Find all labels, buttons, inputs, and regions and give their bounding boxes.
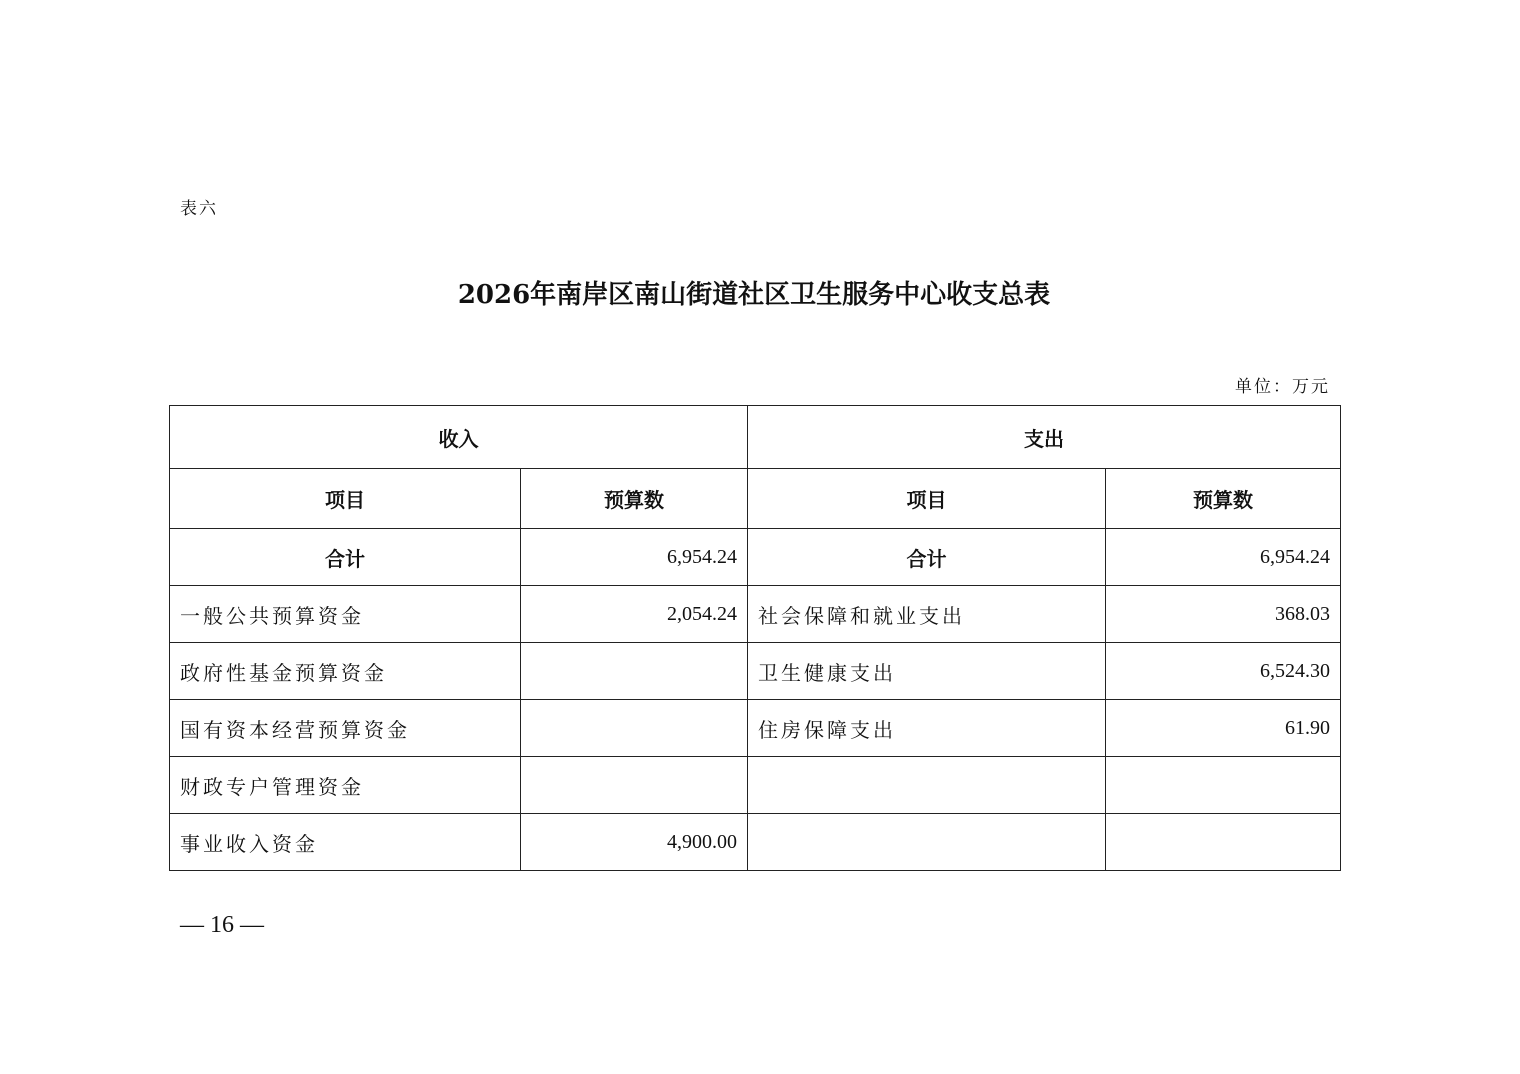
income-item-column-header: 项目 <box>170 469 521 529</box>
expense-value: 6,524.30 <box>1106 643 1341 700</box>
budget-summary-table <box>169 405 1341 871</box>
income-item: 一般公共预算资金 <box>170 586 521 643</box>
income-total-value: 6,954.24 <box>521 529 748 586</box>
unit-label: 单位：万元 <box>1235 377 1330 397</box>
table-row <box>170 586 1341 643</box>
column-header-row <box>170 469 1341 529</box>
expense-item: 住房保障支出 <box>748 700 1106 757</box>
income-value: 4,900.00 <box>521 814 748 871</box>
expense-item <box>748 757 1106 814</box>
income-item: 政府性基金预算资金 <box>170 643 521 700</box>
expense-value: 368.03 <box>1106 586 1341 643</box>
expense-value <box>1106 814 1341 871</box>
income-header: 收入 <box>170 406 748 469</box>
expense-total-value: 6,954.24 <box>1106 529 1341 586</box>
income-item: 国有资本经营预算资金 <box>170 700 521 757</box>
expense-total-label: 合计 <box>748 529 1106 586</box>
income-value <box>521 700 748 757</box>
expense-header: 支出 <box>748 406 1341 469</box>
page-title: 2026年南岸区南山街道社区卫生服务中心收支总表 <box>457 280 1051 310</box>
table-row <box>170 643 1341 700</box>
expense-budget-column-header: 预算数 <box>1106 469 1341 529</box>
expense-value <box>1106 757 1341 814</box>
table-row <box>170 814 1341 871</box>
income-item: 事业收入资金 <box>170 814 521 871</box>
income-value: 2,054.24 <box>521 586 748 643</box>
table-label: 表六 <box>180 199 218 219</box>
income-budget-column-header: 预算数 <box>521 469 748 529</box>
total-row <box>170 529 1341 586</box>
group-header-row <box>170 406 1341 469</box>
expense-value: 61.90 <box>1106 700 1341 757</box>
income-value <box>521 643 748 700</box>
page-number: — 16 — <box>180 912 264 938</box>
income-item: 财政专户管理资金 <box>170 757 521 814</box>
table-row <box>170 700 1341 757</box>
expense-item: 卫生健康支出 <box>748 643 1106 700</box>
expense-item <box>748 814 1106 871</box>
expense-item-column-header: 项目 <box>748 469 1106 529</box>
income-value <box>521 757 748 814</box>
expense-item: 社会保障和就业支出 <box>748 586 1106 643</box>
income-total-label: 合计 <box>170 529 521 586</box>
table-row <box>170 757 1341 814</box>
